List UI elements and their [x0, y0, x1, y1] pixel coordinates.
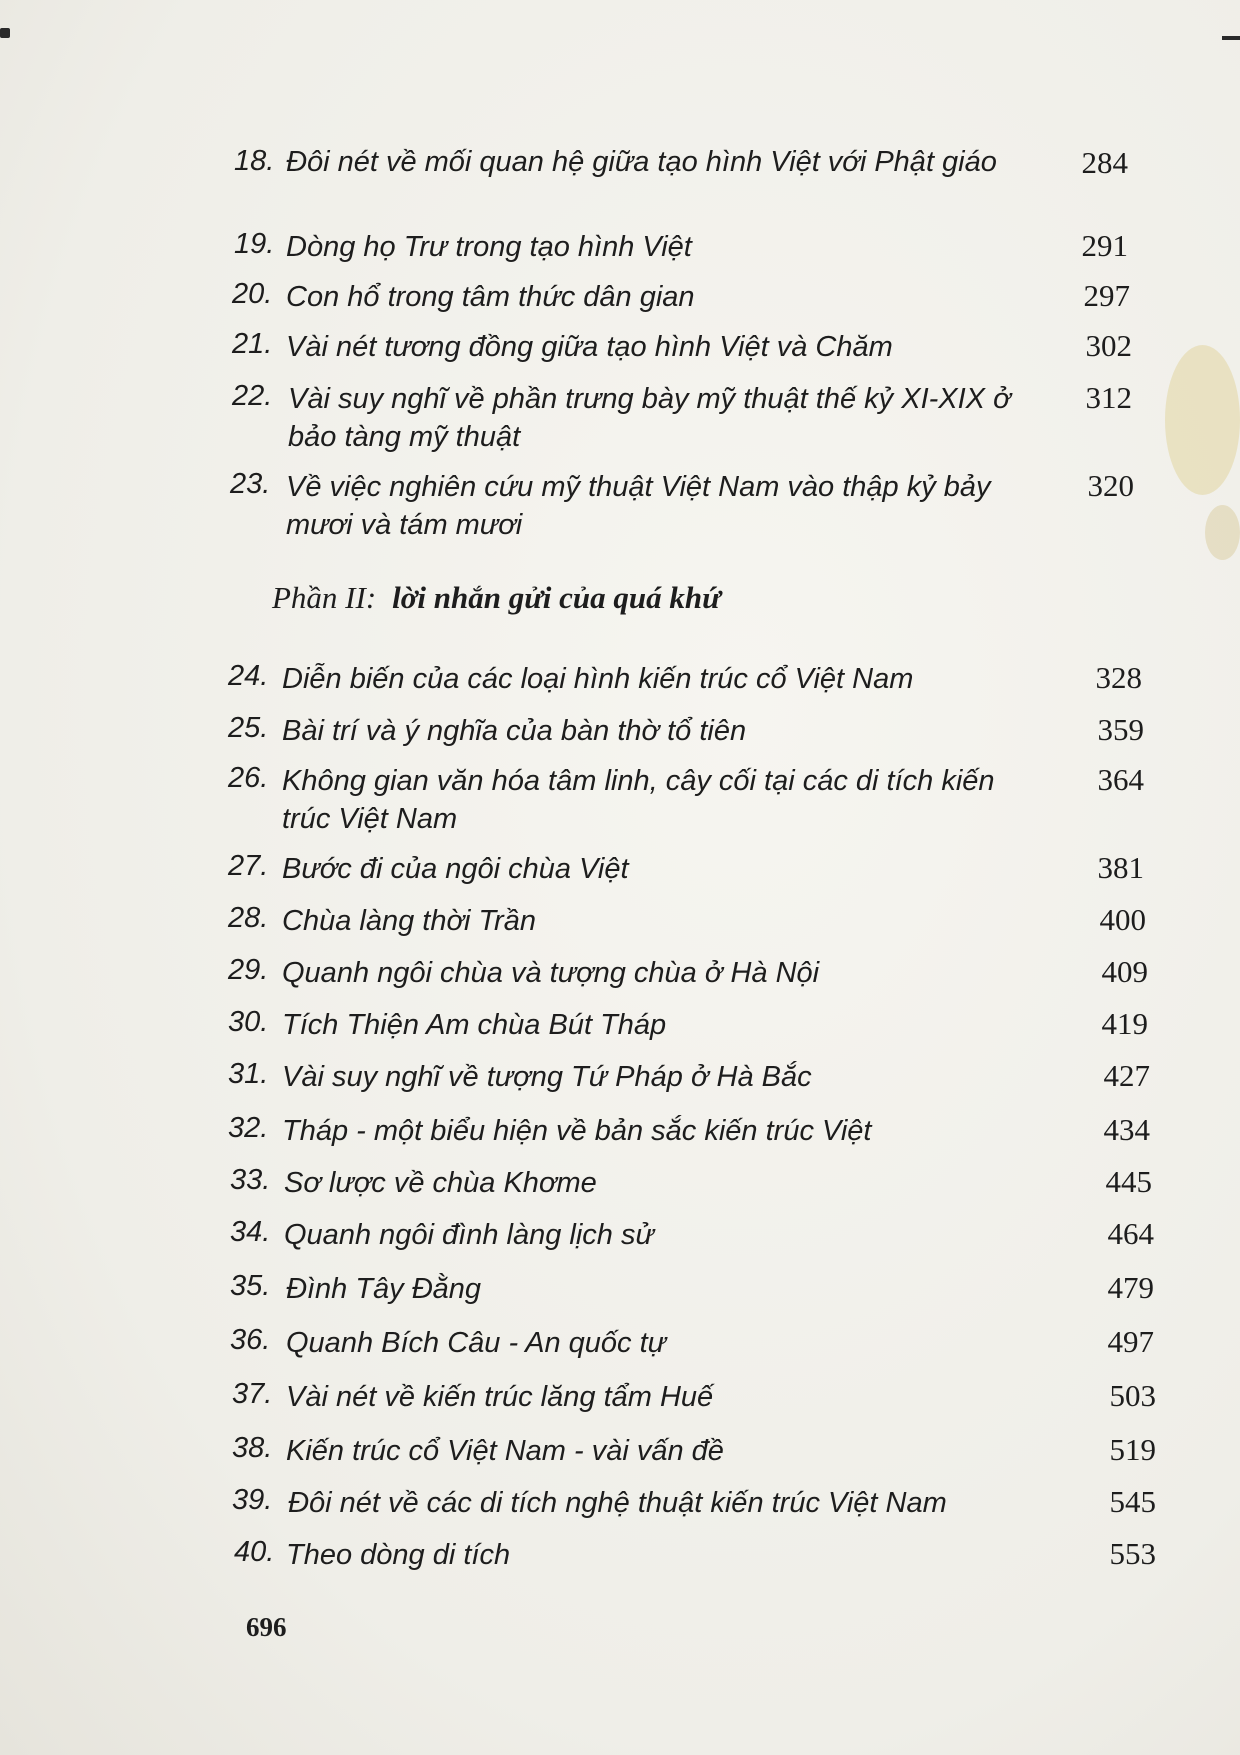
toc-entry-title: Vài suy nghĩ về tượng Tứ Pháp ở Hà Bắc: [282, 1061, 812, 1093]
toc-entry-title: Dòng họ Trư trong tạo hình Việt: [286, 231, 692, 263]
toc-entry-number: 40.: [234, 1536, 275, 1568]
toc-entry-title: Quanh ngôi chùa và tượng chùa ở Hà Nội: [282, 957, 820, 989]
toc-entry-page: 553: [1109, 1536, 1156, 1571]
toc-entry-page: 464: [1107, 1216, 1154, 1251]
toc-entry-page: 312: [1085, 380, 1132, 415]
toc-entry-title: Quanh Bích Câu - An quốc tự: [286, 1327, 667, 1359]
toc-entry-title: Bước đi của ngôi chùa Việt: [282, 853, 629, 885]
toc-entry-number: 35.: [230, 1270, 271, 1302]
toc-entry-number: 29.: [228, 954, 269, 986]
toc-entry-number: 20.: [232, 278, 273, 310]
section-heading: [272, 580, 721, 616]
toc-entry-page: 545: [1109, 1484, 1156, 1519]
toc-entry-page: 434: [1103, 1112, 1150, 1147]
toc-entry-page: 479: [1107, 1270, 1154, 1305]
toc-entry-page: 409: [1101, 954, 1148, 989]
toc-entry-number: 23.: [230, 468, 271, 500]
toc-entry-title: Chùa làng thời Trần: [282, 905, 536, 937]
toc-entry-title: Vài suy nghĩ về phần trưng bày mỹ thuật thế kỷ XI-XIX ở bảo tàng mỹ thuật: [288, 383, 1011, 453]
section-title: lời nhắn gửi của quá khứ: [392, 580, 721, 615]
toc-entry-number: 32.: [228, 1112, 269, 1144]
toc-entry-title: Đình Tây Đằng: [286, 1273, 482, 1305]
toc-entry-page: 503: [1109, 1378, 1156, 1413]
toc-entry-page: 364: [1097, 762, 1144, 797]
toc-entry-page: 359: [1097, 712, 1144, 747]
toc-entry-page: 497: [1107, 1324, 1154, 1359]
toc-entry-title: Về việc nghiên cứu mỹ thuật Việt Nam vào thập kỷ bảy mươi và tám mươi: [286, 471, 991, 541]
toc-entry-number: 19.: [234, 228, 275, 260]
toc-entry-number: 21.: [232, 328, 273, 360]
toc-entry-title: Sơ lược về chùa Khơme: [284, 1167, 597, 1199]
toc-entry-number: 27.: [228, 850, 269, 882]
page-number: 696: [246, 1612, 287, 1642]
toc-entry-page: 328: [1095, 660, 1142, 695]
toc-entry-title: Đôi nét về mối quan hệ giữa tạo hình Việt với Phật giáo: [286, 146, 997, 178]
toc-entry-page: 427: [1103, 1058, 1150, 1093]
toc-entry-number: 24.: [228, 660, 269, 692]
toc-entry-page: 284: [1081, 145, 1128, 180]
toc-entry-title: Quanh ngôi đình làng lịch sử: [284, 1219, 654, 1251]
toc-entry-page: 419: [1101, 1006, 1148, 1041]
toc-entry-title: Tích Thiện Am chùa Bút Tháp: [282, 1009, 667, 1041]
toc-entry-page: 381: [1097, 850, 1144, 885]
toc-entry-number: 22.: [232, 380, 273, 412]
toc-entry-number: 30.: [228, 1006, 269, 1038]
toc-entry-number: 36.: [230, 1324, 271, 1356]
toc-entry-title: Tháp - một biểu hiện về bản sắc kiến trúc Việt: [282, 1115, 872, 1147]
toc-entry-title: Theo dòng di tích: [286, 1539, 511, 1571]
toc-entry-title: Con hổ trong tâm thức dân gian: [286, 281, 695, 313]
toc-entry-number: 25.: [228, 712, 269, 744]
toc-entry-number: 18.: [234, 145, 275, 177]
section-label: Phần II:: [272, 580, 377, 615]
toc-entry-page: 302: [1085, 328, 1132, 363]
toc-entry-number: 28.: [228, 902, 269, 934]
toc-entry-title: Vài nét về kiến trúc lăng tẩm Huế: [286, 1381, 714, 1413]
toc-entry-page: 320: [1087, 468, 1134, 503]
toc-entry-page: 297: [1083, 278, 1130, 313]
toc-entry-page: 519: [1109, 1432, 1156, 1467]
toc-entry-page: 445: [1105, 1164, 1152, 1199]
toc-entry-title: Vài nét tương đồng giữa tạo hình Việt và Chăm: [286, 331, 893, 363]
toc-entry-number: 26.: [228, 762, 269, 794]
toc-entry-title: Diễn biến của các loại hình kiến trúc cổ Việt Nam: [282, 663, 914, 695]
toc-entry-title: Kiến trúc cổ Việt Nam - vài vấn đề: [286, 1435, 724, 1467]
toc-entry-number: 33.: [230, 1164, 271, 1196]
toc-entry-title: Không gian văn hóa tâm linh, cây cối tại các di tích kiến trúc Việt Nam: [282, 765, 995, 835]
toc-entry-page: 400: [1099, 902, 1146, 937]
toc-entry-number: 31.: [228, 1058, 269, 1090]
toc-entry-number: 38.: [232, 1432, 273, 1464]
toc-entry-number: 37.: [232, 1378, 273, 1410]
toc-entry-number: 34.: [230, 1216, 271, 1248]
toc-entry-title: Bài trí và ý nghĩa của bàn thờ tổ tiên: [282, 715, 747, 747]
toc-entry-page: 291: [1081, 228, 1128, 263]
toc-entry-title: Đôi nét về các di tích nghệ thuật kiến trúc Việt Nam: [288, 1487, 947, 1519]
toc-entry-number: 39.: [232, 1484, 273, 1516]
